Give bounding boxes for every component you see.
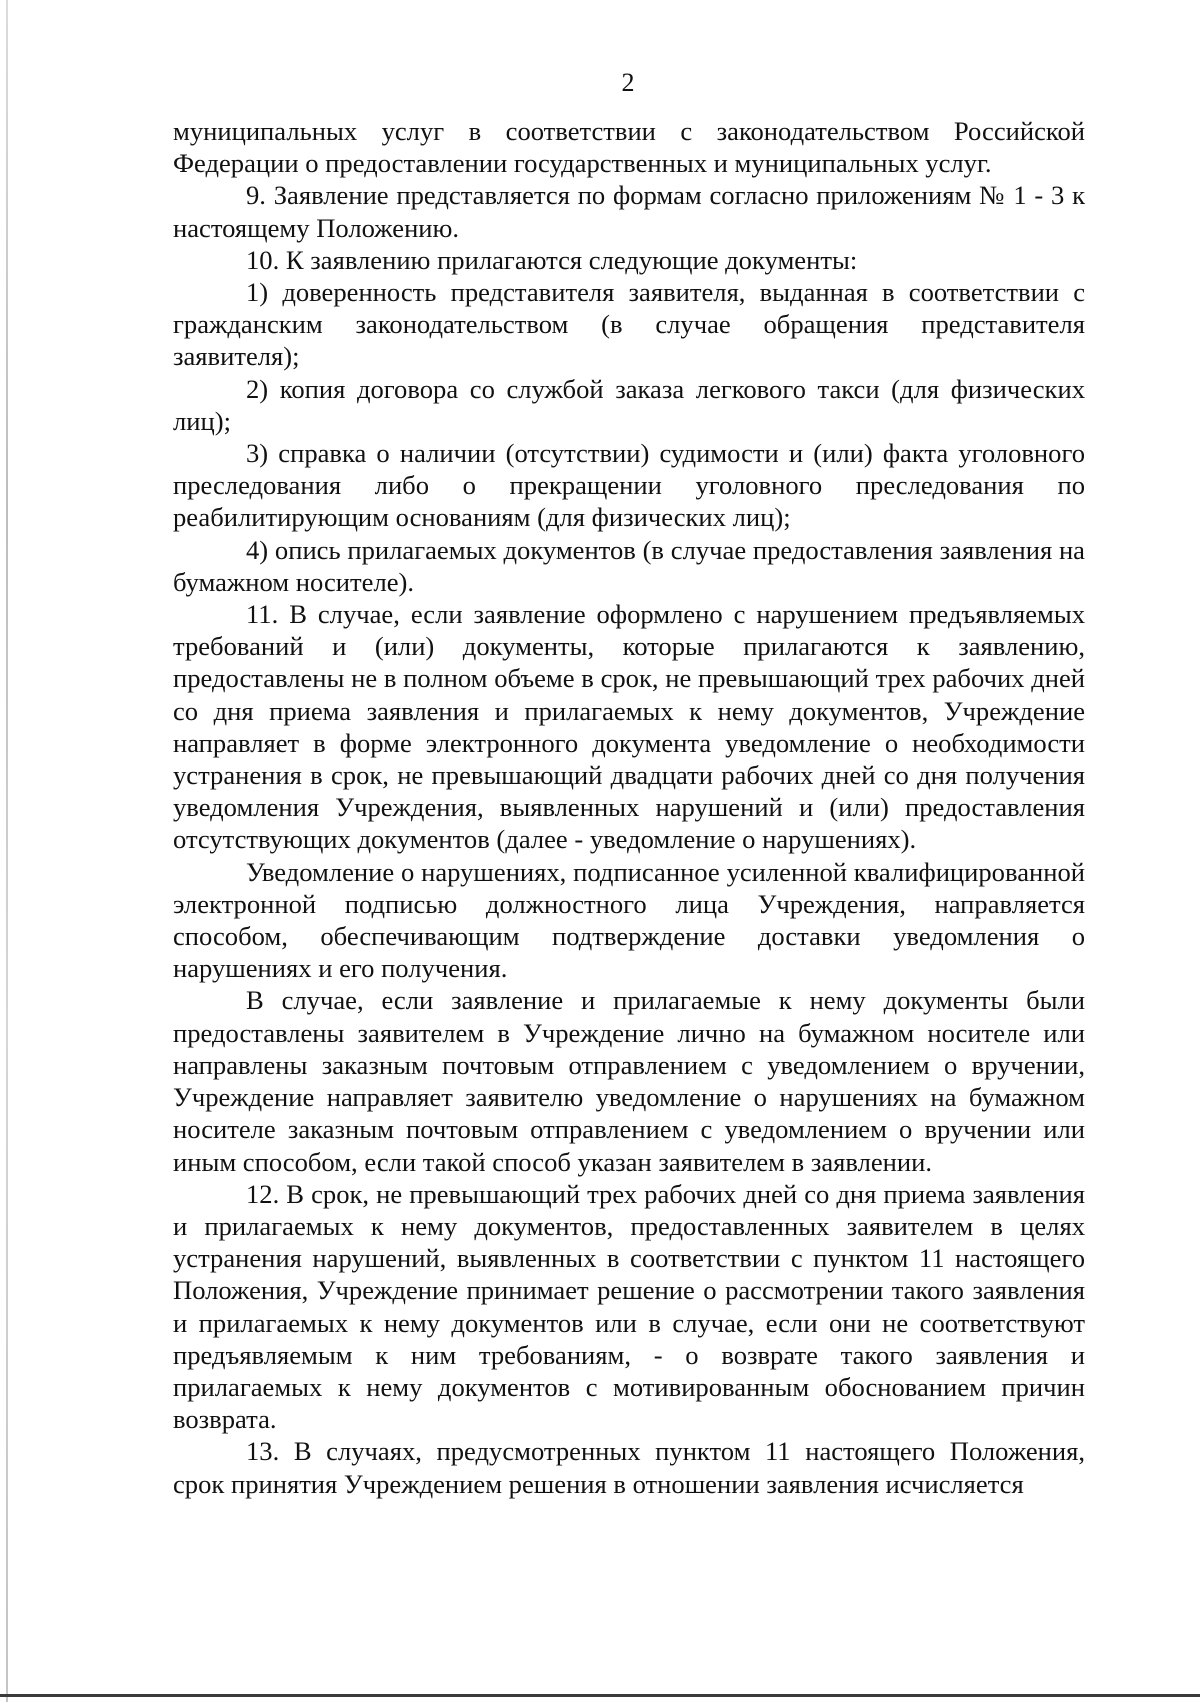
paragraph-item-9: 9. Заявление представляется по формам согласно приложениям № 1 - 3 к настоящему Положению. xyxy=(173,180,1085,243)
page-number: 2 xyxy=(621,68,635,97)
paragraph-subitem-1: 1) доверенность представителя заявителя, выданная в соответствии с гражданским законодательством (в случае обращения представителя заявителя); xyxy=(173,277,1085,372)
paragraph-paper-case: В случае, если заявление и прилагаемые к нему документы были предоставлены заявителем в Учреждение лично на бумажном носителе или направлены заказным почтовым отправлением с уведомлением о вручении, Учреждение направляет заявителю уведомление о нарушениях на бумажном носителе заказным почтовым отправлением с уведомлением о вручении или иным способом, если такой способ указан заявителем в заявлении. xyxy=(173,985,1085,1177)
paragraph-item-12: 12. В срок, не превышающий трех рабочих дней со дня приема заявления и прилагаемых к нему документов, предоставленных заявителем в целях устранения нарушений, выявленных в соответствии с пунктом 11 настоящего Положения, Учреждение принимает решение о рассмотрении такого заявления и прилагаемых к нему документов или в случае, если они не соответствуют предъявляемым к ним требованиям, - о возврате такого заявления и прилагаемых к нему документов с мотивированным обоснованием причин возврата. xyxy=(173,1178,1085,1435)
paragraph-item-11: 11. В случае, если заявление оформлено с нарушением предъявляемых требований и (или) документы, которые прилагаются к заявлению, предоставлены не в полном объеме в срок, не превышающий трех рабочих дней со дня приема заявления и прилагаемых к нему документов, Учреждение направляет в форме электронного документа уведомление о необходимости устранения в срок, не превышающий двадцати рабочих дней со дня получения уведомления Учреждения, выявленных нарушений и (или) предоставления отсутствующих документов (далее - уведомление о нарушениях). xyxy=(173,599,1085,855)
paragraph-continuation: муниципальных услуг в соответствии с законодательством Российской Федерации о предоставлении государственных и муниципальных услуг. xyxy=(173,116,1085,179)
paragraph-subitem-3: 3) справка о наличии (отсутствии) судимости и (или) факта уголовного преследования либо о прекращении уголовного преследования по реабилитирующим основаниям (для физических лиц); xyxy=(173,438,1085,533)
paragraph-item-10: 10. К заявлению прилагаются следующие документы: xyxy=(246,244,858,275)
document-body xyxy=(173,115,1085,1500)
paragraph-subitem-4: 4) опись прилагаемых документов (в случае предоставления заявления на бумажном носителе). xyxy=(173,534,1085,597)
paragraph-item-13: 13. В случаях, предусмотренных пунктом 11 настоящего Положения, срок принятия Учреждением решения в отношении заявления исчисляется xyxy=(173,1436,1085,1499)
paragraph-notification: Уведомление о нарушениях, подписанное усиленной квалифицированной электронной подписью должностного лица Учреждения, направляется способом, обеспечивающим подтверждение доставки уведомления о нарушениях и его получения. xyxy=(173,856,1085,984)
scan-edge-left xyxy=(6,0,8,1702)
scan-edge-bottom xyxy=(0,1694,1200,1697)
paragraph-subitem-2: 2) копия договора со службой заказа легкового такси (для физических лиц); xyxy=(173,373,1085,436)
